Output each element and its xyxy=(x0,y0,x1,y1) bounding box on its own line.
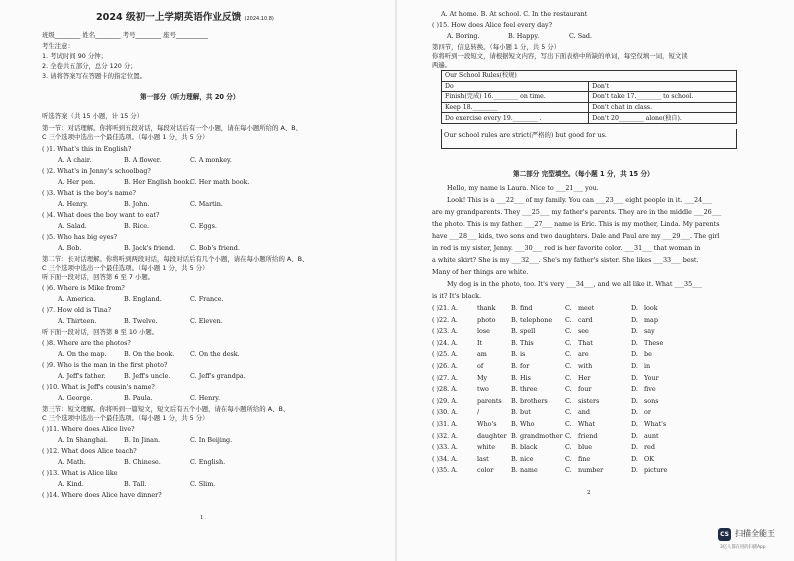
passage-line: have ___28___ kids, two sons and two daughters. Dale and Paul are my ___29___. The girl xyxy=(432,232,720,240)
section4-instruction: 第四节，信息转换。（每小题 1 分，共 5 分） xyxy=(432,43,561,51)
option: C. Martin. xyxy=(190,200,223,208)
cloze-option: picture xyxy=(644,466,668,475)
cloze-option: in xyxy=(644,362,651,370)
cloze-option: thank xyxy=(477,304,496,312)
table-cell: Finish(完成) 16.________ on time. xyxy=(442,92,589,103)
option: B. Happy. xyxy=(508,32,540,40)
section3-instruction: 第三节：短文理解。你将听到一篇短文，短文后有五个小题，请在每小题所给的 A、B、 xyxy=(42,405,290,413)
cloze-option: Your xyxy=(644,373,659,382)
section2-instruction: C 三个选项中选出一个最佳选项。（每小题 1 分，共 5 分） xyxy=(42,264,209,272)
cloze-option: D. xyxy=(631,315,638,324)
cloze-option: sons xyxy=(644,396,659,405)
question-8: ( )8. Where are the photos? xyxy=(42,339,131,347)
cloze-option: sisters xyxy=(578,396,600,405)
option: B. Tall. xyxy=(124,480,147,488)
cloze-option: number xyxy=(578,466,604,475)
cloze-option: B. xyxy=(511,443,518,452)
cloze-option: D. xyxy=(631,454,638,463)
cloze-option: D. xyxy=(631,396,638,405)
passage-line: My dog is in the photo, too. It's very ___34___, and we all like it. What ___35___ xyxy=(447,280,702,288)
cloze-option: These xyxy=(644,338,664,347)
question-4: ( )4. What does the boy want to eat? xyxy=(42,211,160,219)
cloze-option: C. xyxy=(565,385,572,394)
cloze-option: B. xyxy=(511,350,518,359)
table-footer-text: Our school rules are strict(严格的) but good for us. xyxy=(444,131,607,139)
cloze-option: aunt xyxy=(644,431,659,440)
scanner-app-slogan: 3亿人都在用的扫描App xyxy=(720,545,766,550)
cloze-option: His xyxy=(520,373,531,382)
student-info-line: 班级________ 姓名________ 考号________ 座号__________ xyxy=(42,31,208,39)
cloze-option: last xyxy=(477,454,489,463)
table-cell: Do exercise every 19.________ . xyxy=(442,113,589,124)
question-10: ( )10. What is Jeff's cousin's name? xyxy=(42,383,155,391)
cloze-option: C. xyxy=(565,408,572,417)
question-14: ( )14. Where does Alice have dinner? xyxy=(42,491,162,499)
option: B. England. xyxy=(124,295,162,303)
listen-heading: 听下面一段对话，回答第 6 至 7 小题。 xyxy=(42,273,155,281)
cloze-option: What xyxy=(578,420,596,428)
cloze-option: red xyxy=(644,443,655,452)
option: A. A chair. xyxy=(58,156,92,164)
section1-instruction: C 三个选项中选出一个最佳选项。（每小题 1 分，共 5 分） xyxy=(42,133,209,141)
note-line: 2. 全卷共五部分，总分 120 分； xyxy=(42,62,137,70)
passage-line: the photo. This is my father. ___27___ name is Eric. This is my mother, Linda. My parents xyxy=(432,220,720,228)
cloze-option: C. xyxy=(565,315,572,324)
cloze-option: be xyxy=(644,350,652,359)
cloze-option: but xyxy=(520,408,531,417)
cloze-option: B. xyxy=(511,431,518,440)
cloze-option: C. xyxy=(565,420,572,428)
option: C. Henry. xyxy=(190,394,221,402)
cloze-option: of xyxy=(477,362,484,370)
cloze-question-number: ( )28. A. xyxy=(432,385,458,394)
option: B. Rice. xyxy=(124,222,150,230)
cloze-option: color xyxy=(477,466,494,475)
cloze-option: C. xyxy=(565,304,572,312)
section4-instruction: 两遍。 xyxy=(432,61,452,69)
option: A. Math. xyxy=(58,458,86,466)
option: C. In Beijing. xyxy=(190,436,233,444)
cloze-option: C. xyxy=(565,327,572,336)
cloze-option: B. xyxy=(511,327,518,336)
option: B. Chinese. xyxy=(124,458,161,466)
cloze-option: is xyxy=(520,350,526,359)
passage-line: are my grandparents. They ___25___ my father's parents. They are in the middle ___26___ xyxy=(432,208,722,216)
option: A. Henry. xyxy=(58,200,88,208)
cloze-option: B. xyxy=(511,315,518,324)
cloze-question-number: ( )23. A. xyxy=(432,327,458,336)
cloze-question-number: ( )21. A. xyxy=(432,304,458,312)
cloze-option: for xyxy=(520,362,530,370)
option: B. Her English book. xyxy=(124,178,192,186)
question-9: ( )9. Who is the man in the first photo? xyxy=(42,361,168,369)
cloze-option: look xyxy=(644,304,658,312)
choose-heading: 听选答案（共 15 小题，计 15 分） xyxy=(42,112,144,120)
option: C. Sad. xyxy=(569,32,593,40)
option: A. George. xyxy=(58,394,93,402)
cloze-option: That xyxy=(578,338,593,347)
passage-line: Many of her things are white. xyxy=(432,268,529,276)
cloze-option: C. xyxy=(565,338,572,347)
passage-line: Hello, my name is Laura. Nice to ___21___ you. xyxy=(447,184,599,192)
cloze-option: name xyxy=(520,466,538,475)
cloze-option: B. xyxy=(511,396,518,405)
cloze-option: are xyxy=(578,350,589,359)
question-2: ( )2. What's in Jenny's schoolbag? xyxy=(42,167,151,175)
cloze-question-number: ( )29. A. xyxy=(432,396,458,405)
cloze-option: This xyxy=(520,338,534,347)
part1-heading: 第一部分（听力理解，共 20 分） xyxy=(140,93,240,101)
cloze-option: spell xyxy=(520,327,536,336)
cloze-option: photo xyxy=(477,315,496,324)
question-7: ( )7. How old is Tina? xyxy=(42,306,112,314)
cloze-option: meet xyxy=(578,304,595,312)
table-cell: Do xyxy=(442,81,589,92)
question-15: ( )15. How does Alice feel every day? xyxy=(432,21,553,29)
cloze-question-number: ( )26. A. xyxy=(432,362,458,370)
option: B. On the book. xyxy=(124,350,175,358)
cloze-question-number: ( )35. A. xyxy=(432,466,458,475)
table-cell: Don't xyxy=(589,81,737,92)
cloze-option: B. xyxy=(511,304,518,312)
cloze-option: B. xyxy=(511,373,518,382)
cloze-question-number: ( )33. A. xyxy=(432,443,458,452)
table-cell: Don't 20________ alone(独自). xyxy=(589,113,737,124)
cloze-option: C. xyxy=(565,454,572,463)
passage-line: a white skirt? She is my ___32___. She's my father's sister. She likes ___33___ best. xyxy=(432,256,699,264)
camscanner-logo-icon: CS xyxy=(718,528,731,541)
option: C. English. xyxy=(190,458,226,466)
option: A. Kind. xyxy=(58,480,84,488)
cloze-option: C. xyxy=(565,362,572,370)
cloze-option: C. xyxy=(565,443,572,452)
cloze-option: D. xyxy=(631,420,638,428)
cloze-option: brothers xyxy=(520,396,548,405)
option: A. Jeff's father. xyxy=(58,372,106,380)
cloze-option: blue xyxy=(578,443,593,452)
cloze-option: D. xyxy=(631,443,638,452)
exam-title: 2024 级初一上学期英语作业反馈 (2024.10.8) xyxy=(96,12,274,23)
section2-instruction: 第二节：长对话理解。你将听到两段对话，每段对话后有几个小题，请在每小题所给的 A、B、 xyxy=(42,255,309,263)
section1-instruction: 第一节：对话理解。你将听到五段对话，每段对话后有一个小题，请在每小题所给的 A、B、 xyxy=(42,124,303,132)
cloze-option: fine xyxy=(578,454,591,463)
option: A. On the map. xyxy=(58,350,107,358)
cloze-option: D. xyxy=(631,304,638,312)
cloze-option: C. xyxy=(565,350,572,359)
cloze-option: D. xyxy=(631,373,638,382)
question-3: ( )3. What is the boy's name? xyxy=(42,189,136,197)
question-11: ( )11. Where does Alice live? xyxy=(42,425,135,433)
option: B. Paula. xyxy=(124,394,153,402)
table-cell: Keep 18.________ xyxy=(442,102,589,113)
cloze-option: B. xyxy=(511,420,518,428)
cloze-option: lose xyxy=(477,327,490,336)
option: C. Eleven. xyxy=(190,317,223,325)
option: A. Salad. xyxy=(58,222,87,230)
cloze-option: five xyxy=(644,385,656,394)
cloze-option: black xyxy=(520,443,538,452)
note-line: 3. 请将答案写在答题卡的指定位置。 xyxy=(42,72,146,80)
listen-heading: 听下面一段对话，回答第 8 至 10 小题。 xyxy=(42,328,159,336)
cloze-option: OK xyxy=(644,454,655,463)
cloze-question-number: ( )32. A. xyxy=(432,431,458,440)
cloze-option: with xyxy=(578,362,593,370)
page-number: 2 xyxy=(587,490,591,496)
question-12: ( )12. What does Alice teach? xyxy=(42,447,137,455)
option: C. Eggs. xyxy=(190,222,217,230)
cloze-option: see xyxy=(578,327,589,336)
cloze-option: What's xyxy=(644,420,667,428)
cloze-question-number: ( )27. A. xyxy=(432,373,458,382)
cloze-option: and xyxy=(578,408,591,417)
note-line: 1. 考试时间 90 分钟； xyxy=(42,52,108,60)
table-cell: Don't take 17.________ to school. xyxy=(589,92,737,103)
option: C. On the desk. xyxy=(190,350,240,358)
table-cell: Don't chat in class. xyxy=(589,102,737,113)
table-title: Our School Rules(校规) xyxy=(442,71,737,82)
cloze-option: D. xyxy=(631,350,638,359)
section4-instruction: 你将听到一段短文，请根据短文内容，写出下面表格中所缺的单词，每空仅填一词，短文读 xyxy=(432,52,688,60)
cloze-option: nice xyxy=(520,454,534,463)
cloze-question-number: ( )24. A. xyxy=(432,338,458,347)
cloze-option: D. xyxy=(631,327,638,336)
cloze-option: My xyxy=(477,373,488,382)
option: C. Bob's friend. xyxy=(190,244,240,252)
option: C. A monkey. xyxy=(190,156,232,164)
cloze-option: Who xyxy=(520,420,535,428)
cloze-option: C. xyxy=(565,396,572,405)
option: B. Jeff's uncle. xyxy=(124,372,171,380)
option: A. In Shanghai. xyxy=(58,436,108,444)
cloze-option: telephone xyxy=(520,315,553,324)
cloze-option: or xyxy=(644,408,651,417)
cloze-option: daughter xyxy=(477,431,507,440)
cloze-option: Who's xyxy=(477,420,497,428)
cloze-question-number: ( )34. A. xyxy=(432,454,458,463)
cloze-option: D. xyxy=(631,362,638,370)
option: C. Her math book. xyxy=(190,178,250,186)
cloze-option: three xyxy=(520,385,538,394)
cloze-option: find xyxy=(520,304,533,312)
cloze-option: C. xyxy=(565,431,572,440)
cloze-option: white xyxy=(477,443,495,452)
page-number: 1 xyxy=(200,515,204,521)
cloze-option: B. xyxy=(511,466,518,475)
cloze-option: D. xyxy=(631,431,638,440)
cloze-option: Her xyxy=(578,373,591,382)
option: A. Bob. xyxy=(58,244,82,252)
cloze-option: two xyxy=(477,385,489,394)
question-5: ( )5. Who has big eyes? xyxy=(42,233,118,241)
cloze-option: B. xyxy=(511,454,518,463)
option: B. Jack's friend. xyxy=(124,244,176,252)
option: A. Thirteen. xyxy=(58,317,97,325)
option: B. John. xyxy=(124,200,150,208)
cloze-option: D. xyxy=(631,385,638,394)
question-6: ( )6. Where is Mike from? xyxy=(42,284,125,292)
passage-line: is it? It's black. xyxy=(432,292,482,300)
cloze-question-number: ( )22. A. xyxy=(432,315,458,324)
cloze-question-number: ( )30. A. xyxy=(432,408,458,417)
cloze-option: B. xyxy=(511,385,518,394)
school-rules-table xyxy=(441,70,737,124)
passage-line: Look! This is a ___22___ of my family. You can ___23___ eight people in it. ___24___ xyxy=(447,196,712,204)
notes-title: 考生注意： xyxy=(42,42,74,50)
option: C. France. xyxy=(190,295,224,303)
option: A. Boring. xyxy=(447,32,480,40)
option: B. In Jinan. xyxy=(124,436,161,444)
cloze-option: parents xyxy=(477,396,502,405)
scanner-app-name: 扫描全能王 xyxy=(735,529,775,538)
passage-line: in red is my sister, Jenny. ___30___ red is her favorite color. ___31___ that woman in xyxy=(432,244,701,252)
cloze-option: four xyxy=(578,385,592,394)
cloze-option: grandmother xyxy=(520,431,563,440)
cloze-option: D. xyxy=(631,408,638,417)
option: C. Jeff's grandpa. xyxy=(190,372,246,380)
cloze-option: C. xyxy=(565,466,572,475)
cloze-option: card xyxy=(578,315,593,324)
cloze-option: B. xyxy=(511,338,518,347)
option: C. Slim. xyxy=(190,480,216,488)
cloze-option: friend xyxy=(578,431,598,440)
cloze-option: say xyxy=(644,327,655,336)
q14-options: A. At home. B. At school. C. In the restaurant xyxy=(441,10,588,18)
cloze-option: am xyxy=(477,350,487,359)
section3-instruction: C 三个选项中选出一个最佳选项。（每小题 1 分，共 5 分） xyxy=(42,414,209,422)
question-13: ( )13. What is Alice like xyxy=(42,469,118,477)
option: B. A flower. xyxy=(124,156,162,164)
cloze-question-number: ( )25. A. xyxy=(432,350,458,359)
cloze-option: D. xyxy=(631,466,638,475)
part2-heading: 第二部分 完型填空。（每小题 1 分，共 15 分） xyxy=(513,170,654,178)
cloze-option: D. xyxy=(631,338,638,347)
option: A. Her pen. xyxy=(58,178,96,186)
cloze-option: C. xyxy=(565,373,572,382)
option: B. Twelve. xyxy=(124,317,158,325)
cloze-option: B. xyxy=(511,362,518,370)
option: A. America. xyxy=(58,295,96,303)
cloze-option: B. xyxy=(511,408,518,417)
cloze-option: / xyxy=(477,408,480,417)
question-1: ( )1. What's this in English? xyxy=(42,145,132,153)
cloze-option: It xyxy=(477,338,483,347)
cloze-question-number: ( )31. A. xyxy=(432,420,458,428)
cloze-option: map xyxy=(644,315,658,324)
